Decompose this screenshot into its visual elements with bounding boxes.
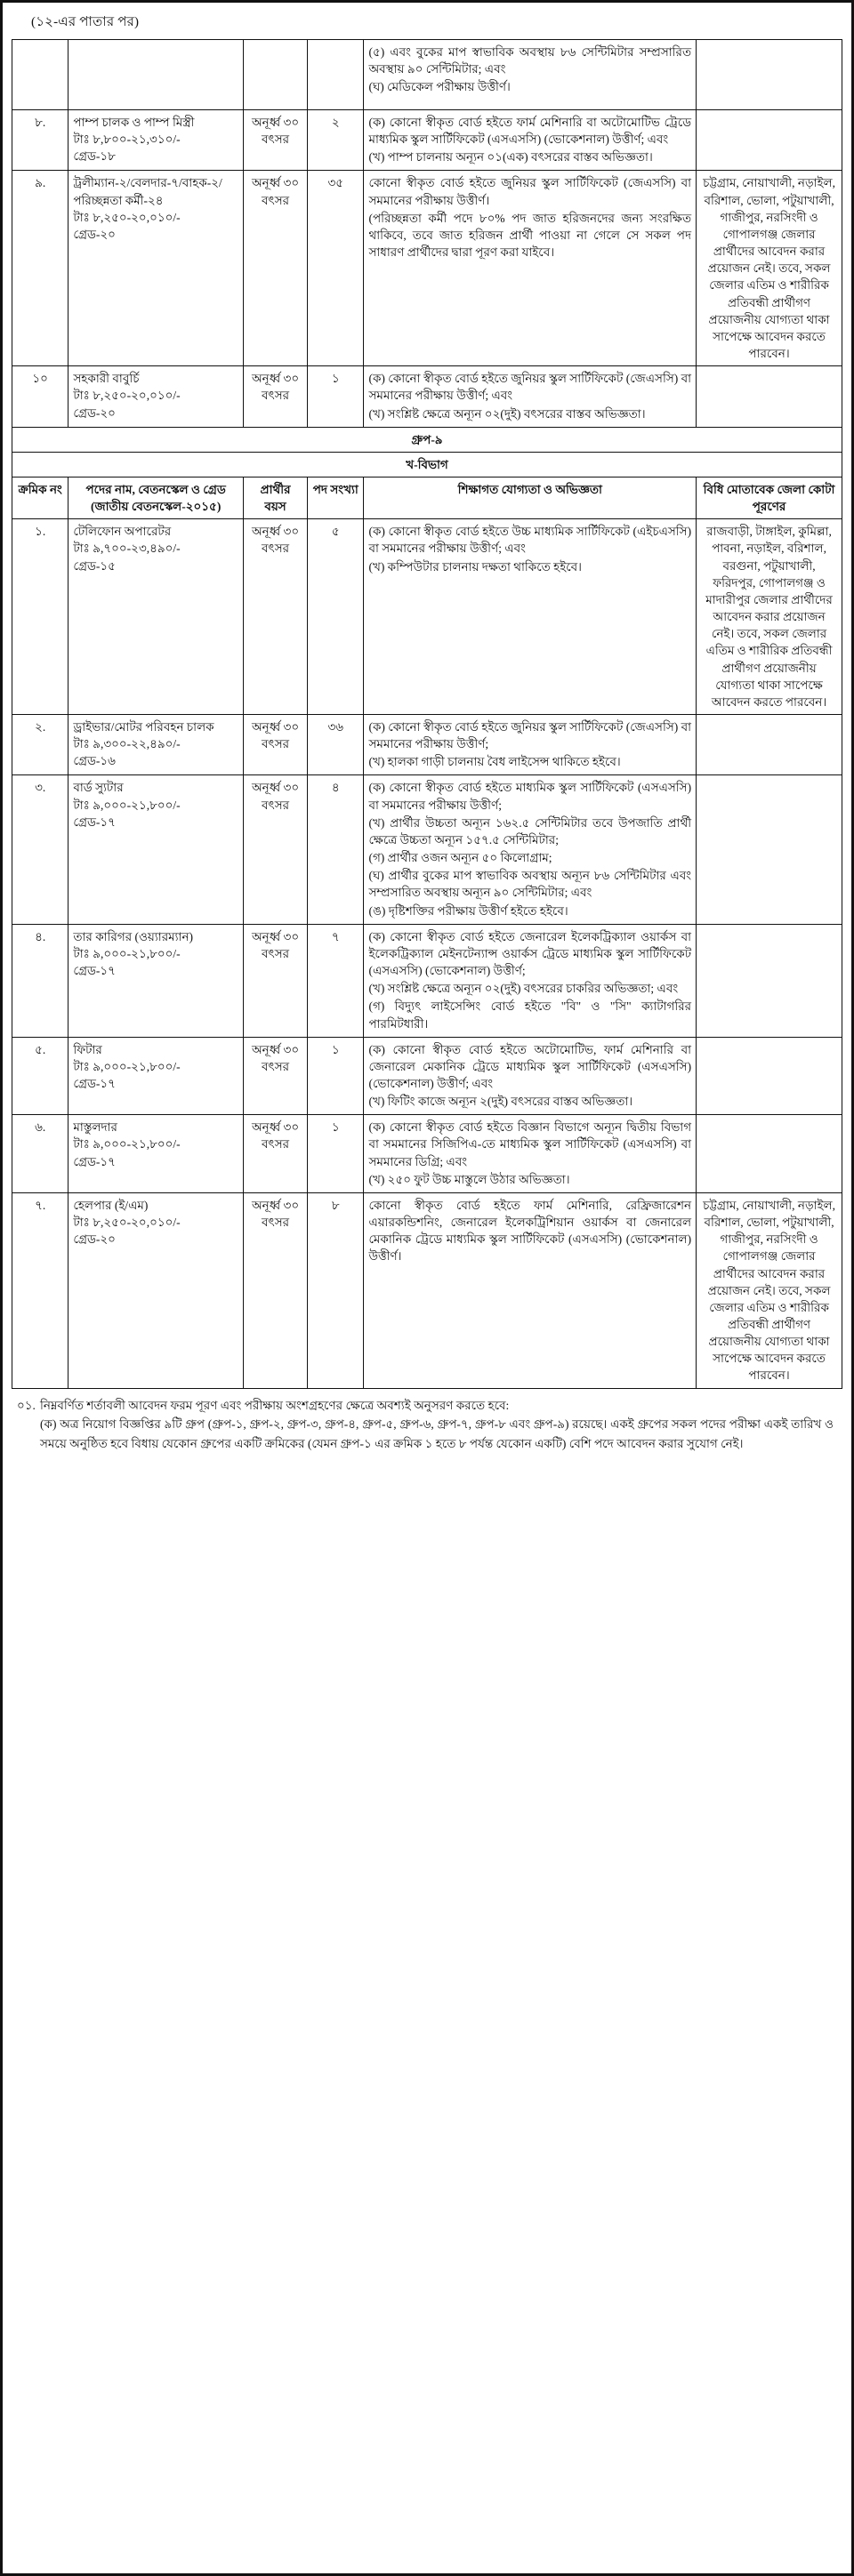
cell-post [68, 1037, 244, 1115]
post-salary: টাঃ ৯,০০০-২১,৮০০/- [73, 1137, 181, 1152]
education-line: (পরিচ্ছন্নতা কর্মী পদে ৮০% পদ জাত হরিজনদের জন্য সংরক্ষিত থাকিবে, তবে জাত হরিজন প্রার্থী পাওয়া না গেলে সে সকল পদ সাধারণ প্রার্থীদের দ্বারা পূরণ করা যাইবে। [368, 211, 692, 260]
cell-age [244, 40, 308, 110]
cell-districts: রাজবাড়ী, টাঙ্গাইল, কুমিল্লা, পাবনা, নড়াইল, বরিশাল, বরগুনা, পটুয়াখালী, ফরিদপুর, গোপালগঞ্জ ও মাদারীপুর জেলার প্রার্থীদের আবেদন করার প্রয়োজন নেই। তবে, সকল জেলার এতিম ও শারীরিক প্রতিবন্ধী প্রার্থীগণ প্রয়োজনীয় যোগ্যতা থাকা সাপেক্ষে আবেদন করতে পারবেন। [697, 519, 842, 715]
footnote-number: ০১. [17, 1398, 36, 1412]
table-row [12, 1037, 842, 1115]
header-age: প্রার্থীর বয়স [244, 477, 308, 518]
cell-sl: ১০ [12, 366, 68, 427]
cell-districts [697, 924, 842, 1037]
post-grade: গ্রেড-১৮ [73, 149, 116, 164]
cell-age: অনূর্ধ্ব ৩০ বৎসর [244, 924, 308, 1037]
post-salary: টাঃ ৯,০০০-২১,৮০০/- [73, 798, 181, 812]
cell-districts [697, 1037, 842, 1115]
post-name: সহকারী বাবুর্চি [73, 372, 140, 386]
cell-education [364, 110, 697, 171]
post-name: ফিটার [73, 1042, 102, 1056]
cell-post [68, 924, 244, 1037]
education-line: কোনো স্বীকৃত বোর্ড হইতে ফার্ম মেশিনারি, রেফ্রিজারেশন এয়ারকন্ডিশনিং, জেনারেল ইলেকট্রিশিয়ান ওয়ার্কস বা জেনারেল মেকানিক ট্রেডে মাধ্যমিক স্কুল সার্টিফিকেট (এসএসসি) (ভোকেশনাল) উত্তীর্ণ। [368, 1198, 692, 1264]
cell-districts [697, 715, 842, 775]
header-education: শিক্ষাগত যোগ্যতা ও অভিজ্ঞতা [364, 477, 697, 518]
header-sl: ক্রমিক নং [12, 477, 68, 518]
cell-sl: ৬. [12, 1115, 68, 1193]
cell-post [68, 171, 244, 366]
education-line: (ঙ) দৃষ্টিশক্তির পরীক্ষায় উত্তীর্ণ হইতে হইবে। [368, 903, 568, 918]
cell-districts: চট্টগ্রাম, নোয়াখালী, নড়াইল, বরিশাল, ভোলা, পটুয়াখালী, গাজীপুর, নরসিংদী ও গোপালগঞ্জ জেলার প্রার্থীদের আবেদন করার প্রয়োজন নেই। তবে, সকল জেলার এতিম ও শারীরিক প্রতিবন্ধী প্রার্থীগণ প্রয়োজনীয় যোগ্যতা থাকা সাপেক্ষে আবেদন করতে পারবেন। [697, 1192, 842, 1388]
cell-education [364, 924, 697, 1037]
education-line: (খ) কম্পিউটার চালনায় দক্ষতা থাকিতে হইবে। [368, 559, 583, 574]
cell-sl: ৭. [12, 1192, 68, 1388]
education-line: (খ) পাম্প চালনায় অন্যূন ০১(এক) বৎসরের বাস্তব অভিজ্ঞতা। [368, 150, 653, 165]
table-row [12, 775, 842, 924]
cell-education [364, 1115, 697, 1193]
post-name: ড্রাইভার/মোটর পরিবহন চালক [73, 720, 214, 734]
education-line: (ঘ) প্রার্থীর বুকের মাপ স্বাভাবিক অবস্থায় অন্যূন ৮৬ সেন্টিমিটার এবং সম্প্রসারিত অবস্থায় অন্যূন ৯০ সেন্টিমিটার; এবং [368, 869, 692, 900]
education-line: কোনো স্বীকৃত বোর্ড হইতে জুনিয়র স্কুল সার্টিফিকেট (জেএসসি) বা সমমানের পরীক্ষায় উত্তীর্ণ। [368, 176, 692, 207]
post-grade: গ্রেড-১৭ [73, 964, 116, 978]
education-line: (ক) কোনো স্বীকৃত বোর্ড হইতে অটোমোটিভ, ফার্ম মেশিনারি বা জেনারেল মেকানিক ট্রেডে মাধ্যমিক স্কুল সার্টিফিকেট (এসএসসি) (ভোকেশনাল) উত্তীর্ণ; এবং [368, 1042, 692, 1090]
cell-education [364, 1192, 697, 1388]
post-grade: গ্রেড-২০ [73, 405, 116, 420]
sub-band-row [12, 452, 842, 477]
table-header-row [12, 477, 842, 518]
education-line: (খ) প্রার্থীর উচ্চতা অন্যূন ১৬২.৫ সেন্টিমিটার তবে উপজাতি প্রার্থী ক্ষেত্রে উচ্চতা অন্যূন ১৫৭.৫ সেন্টিমিটার; [368, 815, 692, 847]
cell-education [364, 40, 697, 110]
post-name: মাস্তুলদার [73, 1120, 117, 1135]
cell-age: অনূর্ধ্ব ৩০ বৎসর [244, 110, 308, 171]
education-line: (খ) সংশ্লিষ্ট ক্ষেত্রে অন্যূন ০২(দুই) বৎসরের বাস্তব অভিজ্ঞতা। [368, 406, 646, 421]
cell-education [364, 715, 697, 775]
header-districts: বিধি মোতাবেক জেলা কোটা পূরণের [697, 477, 842, 518]
table-row [12, 171, 842, 366]
cell-sl: ১. [12, 519, 68, 715]
group8-table [12, 39, 842, 1389]
cell-sl: ৪. [12, 924, 68, 1037]
post-salary: টাঃ ৯,৭০০-২৩,৪৯০/- [73, 542, 181, 556]
cell-age: অনূর্ধ্ব ৩০ বৎসর [244, 171, 308, 366]
post-salary: টাঃ ৮,২৫০-২০,০১০/- [73, 1216, 181, 1230]
post-grade: গ্রেড-২০ [73, 227, 116, 241]
education-line: (খ) ২৫০ ফুট উচ্চ মাস্তুলে উঠার অভিজ্ঞতা। [368, 1172, 570, 1186]
cell-count: ৮ [308, 1192, 364, 1388]
cell-age: অনূর্ধ্ব ৩০ বৎসর [244, 775, 308, 924]
post-salary: টাঃ ৮,৮০০-২১,৩১০/- [73, 132, 181, 147]
cell-education [364, 366, 697, 427]
cell-age: অনূর্ধ্ব ৩০ বৎসর [244, 1037, 308, 1115]
group-band-row [12, 427, 842, 452]
education-line: (গ) বিদ্যুৎ লাইসেন্সিং বোর্ড হইতে "বি" ও "সি" ক্যাটাগরির পারমিটধারী। [368, 999, 692, 1031]
table-row [12, 715, 842, 775]
cell-districts [697, 110, 842, 171]
cell-districts [697, 366, 842, 427]
footnote-item-a: (ক) অত্র নিয়োগ বিজ্ঞপ্তির ৯টি গ্রুপ (গ্রুপ-১, গ্রুপ-২, গ্রুপ-৩, গ্রুপ-৪, গ্রুপ-৫, গ্রুপ-৬, গ্রুপ-৭, গ্রুপ-৮ এবং গ্রুপ-৯) রয়েছে। একই গ্রুপের সকল পদের পরীক্ষা একই তারিখ ও সময়ে অনুষ্ঠিত হবে বিধায় যেকোন গ্রুপের একটি ক্রমিকের (যেমন গ্রুপ-১ এর ক্রমিক ১ হতে ৮ পর্যন্ত যেকোন একটি) বেশি পদে আবেদন করার সুযোগ নেই। [40, 1417, 834, 1450]
post-grade: গ্রেড-১৭ [73, 1076, 116, 1090]
cell-post [68, 366, 244, 427]
cell-districts [697, 1115, 842, 1193]
education-line: (ক) কোনো স্বীকৃত বোর্ড হইতে জেনারেল ইলেকট্রিক্যাল ওয়ার্কস বা ইলেকট্রিক্যাল মেইনটেন্যান্স ওয়ার্কস ট্রেডে মাধ্যমিক স্কুল সার্টিফিকেট (এসএসসি) (ভোকেশনাল) উত্তীর্ণ; [368, 929, 692, 978]
cell-education [364, 171, 697, 366]
post-grade: গ্রেড-২০ [73, 1232, 116, 1247]
group-band-label: গ্রুপ-৯ [12, 427, 842, 452]
post-salary: টাঃ ৯,৩০০-২২,৪৯০/- [73, 737, 181, 751]
education-line: (খ) ফিটিং কাজে অন্যূন ২(দুই) বৎসরের বাস্তব অভিজ্ঞতা। [368, 1095, 633, 1109]
header-count: পদ সংখ্যা [308, 477, 364, 518]
sub-band-label: খ-বিভাগ [12, 452, 842, 477]
post-name: হেলপার (ই/এম) [73, 1198, 149, 1212]
table-row [12, 519, 842, 715]
cell-post [68, 1192, 244, 1388]
cell-age: অনূর্ধ্ব ৩০ বৎসর [244, 715, 308, 775]
continuation-note: (১২-এর পাতার পর) [31, 15, 140, 29]
education-line: (খ) সংশ্লিষ্ট ক্ষেত্রে অন্যূন ০২(দুই) বৎসরের চাকরির অভিজ্ঞতা; এবং [368, 982, 679, 996]
post-name: ট্রলীম্যান-২/বেলদার-৭/বাহক-২/ পরিচ্ছন্নতা কর্মী-২৪ [73, 176, 222, 207]
table-row [12, 40, 842, 110]
cell-count: ১ [308, 1037, 364, 1115]
cell-count: ১ [308, 366, 364, 427]
cell-districts [697, 40, 842, 110]
education-line: (গ) প্রার্থীর ওজন অন্যূন ৫০ কিলোগ্রাম; [368, 851, 552, 865]
cell-sl: ২. [12, 715, 68, 775]
cell-districts: চট্টগ্রাম, নোয়াখালী, নড়াইল, বরিশাল, ভোলা, পটুয়াখালী, গাজীপুর, নরসিংদী ও গোপালগঞ্জ জেলার প্রার্থীদের আবেদন করার প্রয়োজন নেই। তবে, সকল জেলার এতিম ও শারীরিক প্রতিবন্ধী প্রার্থীগণ প্রয়োজনীয় যোগ্যতা থাকা সাপেক্ষে আবেদন করতে পারবেন। [697, 171, 842, 366]
table-row [12, 924, 842, 1037]
cell-count [308, 40, 364, 110]
footnote-body [40, 1396, 834, 1454]
cell-post [68, 110, 244, 171]
cell-districts [697, 775, 842, 924]
cell-age: অনূর্ধ্ব ৩০ বৎসর [244, 519, 308, 715]
post-salary: টাঃ ৯,০০০-২১,৮০০/- [73, 1059, 181, 1073]
post-salary: টাঃ ৮,২৫০-২০,০১০/- [73, 389, 181, 403]
post-grade: গ্রেড-১৭ [73, 1154, 116, 1168]
cell-education [364, 519, 697, 715]
post-salary: টাঃ ৯,০০০-২১,৮০০/- [73, 946, 181, 960]
cell-post [68, 519, 244, 715]
cell-education [364, 775, 697, 924]
cell-age: অনূর্ধ্ব ৩০ বৎসর [244, 366, 308, 427]
cell-post [68, 1115, 244, 1193]
post-salary: টাঃ ৮,২৫০-২০,০১০/- [73, 210, 181, 224]
cell-education [364, 1037, 697, 1115]
footnote [12, 1392, 842, 1461]
cell-post [68, 715, 244, 775]
cell-age: অনূর্ধ্ব ৩০ বৎসর [244, 1115, 308, 1193]
post-name: তার কারিগর (ওয়্যারম্যান) [73, 929, 194, 943]
education-line: (৫) এবং বুকের মাপ স্বাভাবিক অবস্থায় ৮৬ সেন্টিমিটার সম্প্রসারিত অবস্থায় ৯০ সেন্টিমিটার; এবং [368, 45, 692, 76]
cell-count: ৩৬ [308, 715, 364, 775]
footnote-intro: নিম্নবর্ণিত শর্তাবলী আবেদন ফরম পূরণ এবং পরীক্ষায় অংশগ্রহণের ক্ষেত্রে অবশ্যই অনুসরণ করতে হবে: [40, 1398, 510, 1412]
post-grade: গ্রেড-১৫ [73, 558, 116, 573]
post-grade: গ্রেড-১৬ [73, 754, 116, 768]
cell-count: ৭ [308, 924, 364, 1037]
table-row [12, 1192, 842, 1388]
cell-count: ৪ [308, 775, 364, 924]
cell-sl: ৮. [12, 110, 68, 171]
cell-count: ৩৫ [308, 171, 364, 366]
education-line: (ক) কোনো স্বীকৃত বোর্ড হইতে মাধ্যমিক স্কুল সার্টিফিকেট (এসএসসি) বা সমমানের পরীক্ষায় উত্তীর্ণ; [368, 781, 692, 812]
post-name: পাম্প চালক ও পাম্প মিস্ত্রী [73, 116, 195, 129]
cell-count: ৫ [308, 519, 364, 715]
cell-count: ১ [308, 1115, 364, 1193]
cell-sl: ৯. [12, 171, 68, 366]
education-line: (খ) হালকা গাড়ী চালনায় বৈধ লাইসেন্স থাকিতে হইবে। [368, 755, 621, 769]
cell-post [68, 775, 244, 924]
post-grade: গ্রেড-১৭ [73, 815, 116, 829]
education-line: (ক) কোনো স্বীকৃত বোর্ড হইতে জুনিয়র স্কুল সার্টিফিকেট (জেএসসি) বা সমমানের পরীক্ষায় উত্তীর্ণ; [368, 720, 692, 751]
cell-post [68, 40, 244, 110]
table-row [12, 110, 842, 171]
cell-sl: ৫. [12, 1037, 68, 1115]
post-name: টেলিফোন অপারেটর [73, 525, 172, 539]
cell-sl [12, 40, 68, 110]
table-row [12, 1115, 842, 1193]
education-line: (ক) কোনো স্বীকৃত বোর্ড হইতে জুনিয়র স্কুল সার্টিফিকেট (জেএসসি) বা সমমানের পরীক্ষায় উত্তীর্ণ; এবং [368, 372, 692, 403]
cell-sl: ৩. [12, 775, 68, 924]
cell-age: অনূর্ধ্ব ৩০ বৎসর [244, 1192, 308, 1388]
education-line: (ক) কোনো স্বীকৃত বোর্ড হইতে ফার্ম মেশিনারি বা অটোমোটিভ ট্রেডে মাধ্যমিক স্কুল সার্টিফিকেট (এসএসসি) (ভোকেশনাল) উত্তীর্ণ; এবং [368, 116, 692, 147]
cell-count: ২ [308, 110, 364, 171]
post-name: বার্ড স্যুটার [73, 781, 124, 795]
education-line: (ক) কোনো স্বীকৃত বোর্ড হইতে উচ্চ মাধ্যমিক সার্টিফিকেট (এইচএসসি) বা সমমানের পরীক্ষায় উত্তীর্ণ; এবং [368, 525, 692, 556]
education-line: (ক) কোনো স্বীকৃত বোর্ড হইতে বিজ্ঞান বিভাগে অন্যূন দ্বিতীয় বিভাগ বা সমমানের সিজিপিএ-তে মাধ্যমিক স্কুল সার্টিফিকেট (এসএসসি) বা সমমানের ডিগ্রি; এবং [368, 1120, 692, 1168]
header-post: পদের নাম, বেতনস্কেল ও গ্রেড (জাতীয় বেতনস্কেল-২০১৫) [68, 477, 244, 518]
education-line: (ঘ) মেডিকেল পরীক্ষায় উত্তীর্ণ। [368, 80, 511, 94]
table-row [12, 366, 842, 427]
